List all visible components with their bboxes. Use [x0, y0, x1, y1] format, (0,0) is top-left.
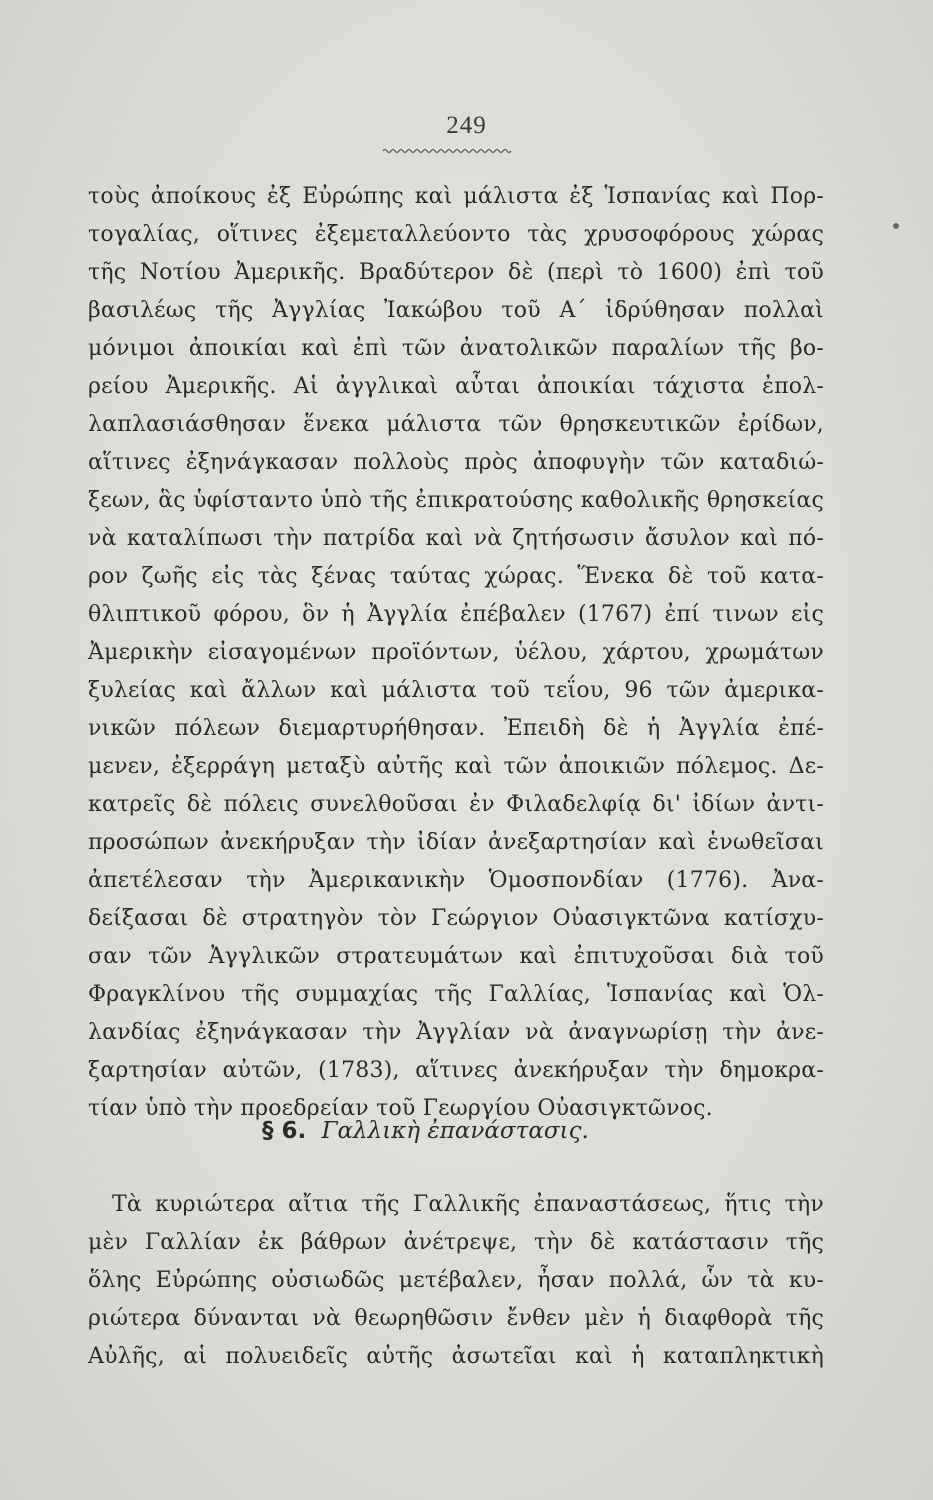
text-line: αἵτινες ἐξηνάγκασαν πολλοὺς πρὸς ἀποφυγὴν τῶν καταδιώ- — [88, 450, 824, 475]
text-line: μόνιμοι ἀποικίαι καὶ ἐπὶ τῶν ἀνατολικῶν παραλίων τῆς βο- — [88, 336, 824, 361]
text-line: νὰ καταλίπωσι τὴν πατρίδα καὶ νὰ ζητήσωσιν ἄσυλον καὶ πό- — [88, 526, 824, 551]
text-line: ξαρτησίαν αὐτῶν, (1783), αἵτινες ἀνεκήρυξαν τὴν δημοκρα- — [88, 1058, 824, 1083]
section-number: § 6. — [262, 1118, 307, 1144]
text-line: μενεν, ἐξερράγη μεταξὺ αὐτῆς καὶ τῶν ἀποικιῶν πόλεμος. Δε- — [88, 754, 824, 779]
text-line: Ἀμερικὴν εἰσαγομένων προϊόντων, ὑέλου, χάρτου, χρωμάτων — [88, 640, 824, 665]
text-line: ὅλης Εὐρώπης οὐσιωδῶς μετέβαλεν, ἦσαν πολλά, ὧν τὰ κυ- — [88, 1268, 824, 1293]
text-line: τῆς Νοτίου Ἀμερικῆς. Βραδύτερον δὲ (περὶ τὸ 1600) ἐπὶ τοῦ — [88, 260, 824, 285]
text-line: τογαλίας, οἵτινες ἐξεμεταλλεύοντο τὰς χρυσοφόρους χώρας — [88, 222, 824, 247]
decorative-rule — [383, 148, 513, 154]
text-line: λαπλασιάσθησαν ἕνεκα μάλιστα τῶν θρησκευτικῶν ἐρίδων, — [88, 412, 824, 437]
text-line: ἀπετέλεσαν τὴν Ἀμερικανικὴν Ὁμοσπονδίαν (1776). Ἀνα- — [88, 868, 824, 893]
text-line: μὲν Γαλλίαν ἐκ βάθρων ἀνέτρεψε, τὴν δὲ κατάστασιν τῆς — [88, 1230, 824, 1255]
text-line: σαν τῶν Ἀγγλικῶν στρατευμάτων καὶ ἐπιτυχοῦσαι διὰ τοῦ — [88, 944, 824, 969]
text-line: ξυλείας καὶ ἄλλων καὶ μάλιστα τοῦ τεΐου, 96 τῶν ἀμερικα- — [88, 678, 824, 703]
text-line: Τὰ κυριώτερα αἴτια τῆς Γαλλικῆς ἐπαναστάσεως, ἥτις τὴν — [112, 1192, 824, 1217]
section-title: Γαλλικὴ ἐπανάστασις. — [321, 1118, 589, 1144]
text-line: ρείου Ἀμερικῆς. Αἱ ἀγγλικαὶ αὗται ἀποικίαι τάχιστα ἐπολ- — [88, 374, 824, 399]
text-line: προσώπων ἀνεκήρυξαν τὴν ἰδίαν ἀνεξαρτησίαν καὶ ἑνωθεῖσαι — [88, 830, 824, 855]
page-number: 249 — [446, 112, 487, 139]
text-line: κατρεῖς δὲ πόλεις συνελθοῦσαι ἐν Φιλαδελφίᾳ δι' ἰδίων ἀντι- — [88, 792, 824, 817]
text-line: νικῶν πόλεων διεμαρτυρήθησαν. Ἐπειδὴ δὲ ἡ Ἀγγλία ἐπέ- — [88, 716, 824, 741]
text-line: τίαν ὑπὸ τὴν προεδρείαν τοῦ Γεωργίου Οὐασιγκτῶνος. — [88, 1096, 713, 1121]
text-line: Φραγκλίνου τῆς συμμαχίας τῆς Γαλλίας, Ἱσπανίας καὶ Ὁλ- — [88, 982, 824, 1007]
text-line: βασιλέως τῆς Ἀγγλίας Ἰακώβου τοῦ Α΄ ἱδρύθησαν πολλαὶ — [88, 298, 824, 323]
text-line: Αὐλῆς, αἱ πολυειδεῖς αὐτῆς ἀσωτεῖαι καὶ ἡ καταπληκτικὴ — [88, 1344, 824, 1369]
text-line: ριώτερα δύνανται νὰ θεωρηθῶσιν ἔνθεν μὲν ἡ διαφθορὰ τῆς — [88, 1306, 824, 1331]
text-line: τοὺς ἀποίκους ἐξ Εὐρώπης καὶ μάλιστα ἐξ Ἱσπανίας καὶ Πορ- — [88, 184, 824, 209]
section-heading — [262, 1112, 589, 1150]
text-line: θλιπτικοῦ φόρου, ὃν ἡ Ἀγγλία ἐπέβαλεν (1767) ἐπί τινων εἰς — [88, 602, 824, 627]
text-line: ρον ζωῆς εἰς τὰς ξένας ταύτας χώρας. Ἕνεκα δὲ τοῦ κατα- — [88, 564, 824, 589]
text-line: ξεων, ἃς ὑφίσταντο ὑπὸ τῆς ἐπικρατούσης καθολικῆς θρησκείας — [88, 488, 824, 513]
text-line: δείξασαι δὲ στρατηγὸν τὸν Γεώργιον Οὐασιγκτῶνα κατίσχυ- — [88, 906, 824, 931]
ink-spot — [893, 223, 899, 229]
text-line: λανδίας ἐξηνάγκασαν τὴν Ἀγγλίαν νὰ ἀναγνωρίσῃ τὴν ἀνε- — [88, 1020, 824, 1045]
